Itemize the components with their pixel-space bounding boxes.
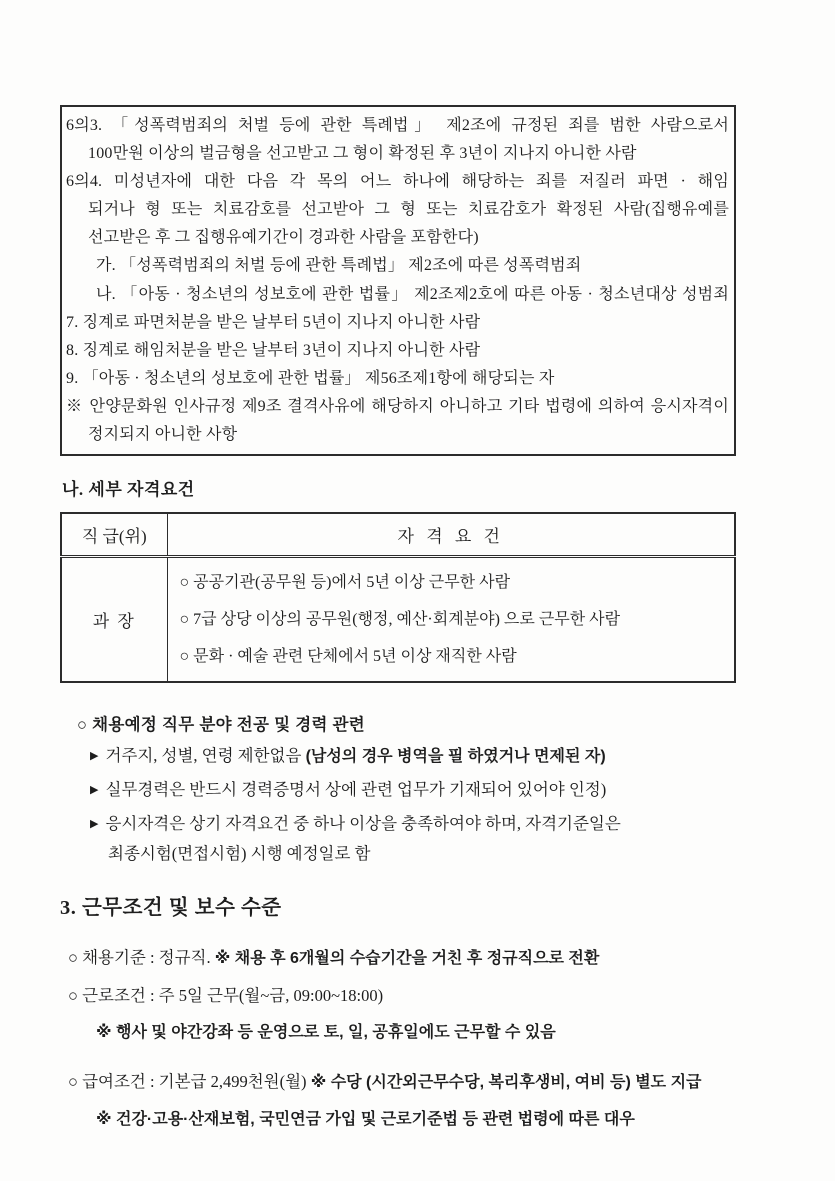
- work-item-text: ○ 급여조건 : 기본급 2,499천원(월): [68, 1071, 311, 1091]
- clause-line: ※ 안양문화원 인사규정 제9조 결격사유에 해당하지 아니하고 기타 법령에 의하여 응시자격이: [66, 397, 729, 415]
- section-3-heading: 3. 근무조건 및 보수 수준: [60, 896, 282, 919]
- work-item-bold-text: ※ 채용 후 6개월의 수습기간을 거친 후 정규직으로 전환: [214, 949, 600, 967]
- clause-line: 가. 「성폭력범죄의 처벌 등에 관한 특례법」 제2조에 따른 성폭력범죄: [96, 257, 582, 275]
- clause-line: 6의3. 「성폭력범죄의 처벌 등에 관한 특례법」 제2조에 규정된 죄를 범한 사람으로서: [66, 117, 729, 134]
- requirement-item: ○ 문화 · 예술 관련 단체에서 5년 이상 재직한 사람: [179, 647, 517, 665]
- triangle-bullet-icon: ▶: [90, 749, 99, 762]
- work-item-hiring: [68, 946, 736, 971]
- disqualification-box: [60, 105, 736, 456]
- requirement-cell: [167, 556, 735, 682]
- triangle-bullet-icon: ▶: [90, 783, 99, 796]
- bullet-residence: [90, 745, 736, 769]
- bullet-bold-text: (남성의 경우 병역을 필 하였거나 면제된 자): [305, 747, 606, 765]
- bullet-text: 실무경력은 반드시 경력증명서 상에 관련 업무가 기재되어 있어야 인정): [105, 779, 607, 799]
- work-item-hours: [68, 984, 736, 1008]
- work-item-text: ○ 근로조건 : 주 5일 근무(월~금, 09:00~18:00): [68, 985, 384, 1005]
- table-header-position: 직 급(위): [61, 513, 167, 556]
- requirement-item: ○ 공공기관(공무원 등)에서 5년 이상 근무한 사람: [179, 573, 511, 591]
- clause-line: 9. 「아동 · 청소년의 성보호에 관한 법률」 제56조제1항에 해당되는 자: [66, 369, 555, 387]
- clause-line: 100만원 이상의 벌금형을 선고받고 그 형이 확정된 후 3년이 지나지 아니한 사람: [88, 145, 637, 163]
- work-item-bold-text: ※ 수당 (시간외근무수당, 복리후생비, 여비 등) 별도 지급: [310, 1073, 702, 1091]
- table-row: [61, 556, 735, 682]
- work-note-weekend: ※ 행사 및 야간강좌 등 운영으로 토, 일, 공휴일에도 근무할 수 있음: [96, 1023, 556, 1041]
- bullet-eligibility: [90, 813, 736, 837]
- clause-line: 8. 징계로 해임처분을 받은 날부터 3년이 지나지 아니한 사람: [66, 341, 481, 359]
- table-header-requirement: 자 격 요 건: [167, 513, 735, 556]
- bullet-eligibility-continuation: 최종시험(면접시험) 시행 예정일로 함: [108, 843, 371, 863]
- bullet-text: 응시자격은 상기 자격요건 중 하나 이상을 충족하여야 하며, 자격기준일은: [105, 813, 621, 833]
- position-cell: 과 장: [61, 556, 167, 682]
- bullet-experience: [90, 779, 736, 803]
- bullet-text: 거주지, 성별, 연령 제한없음: [105, 745, 306, 765]
- work-item-text: ○ 채용기준 : 정규직.: [68, 947, 215, 967]
- triangle-bullet-icon: ▶: [90, 817, 99, 830]
- clause-line: 되거나 형 또는 치료감호를 선고받아 그 형 또는 치료감호가 확정된 사람(집행유예를: [88, 201, 729, 219]
- clause-line: 나. 「아동 · 청소년의 성보호에 관한 법률」 제2조제2호에 따른 아동 · 청소년대상 성범죄: [96, 285, 729, 303]
- clause-line: 선고받은 후 그 집행유예기간이 경과한 사람을 포함한다): [88, 229, 479, 247]
- clause-line: 7. 징계로 파면처분을 받은 날부터 5년이 지나지 아니한 사람: [66, 313, 481, 331]
- requirement-item: ○ 7급 상당 이상의 공무원(행정, 예산·회계분야) 으로 근무한 사람: [179, 610, 621, 628]
- clause-line: 6의4. 미성년자에 대한 다음 각 목의 어느 하나에 해당하는 죄를 저질러 파면 · 해임: [66, 173, 729, 191]
- work-note-insurance: ※ 건강·고용·산재보험, 국민연금 가입 및 근로기준법 등 관련 법령에 따른 대우: [96, 1110, 635, 1128]
- related-field-heading: ○ 채용예정 직무 분야 전공 및 경력 관련: [77, 715, 366, 734]
- table-header-row: [61, 513, 735, 556]
- work-item-salary: [68, 1070, 736, 1095]
- clause-line: 정지되지 아니한 사항: [88, 426, 238, 444]
- qualification-table: [60, 512, 736, 683]
- section-b-heading: 나. 세부 자격요건: [62, 480, 195, 500]
